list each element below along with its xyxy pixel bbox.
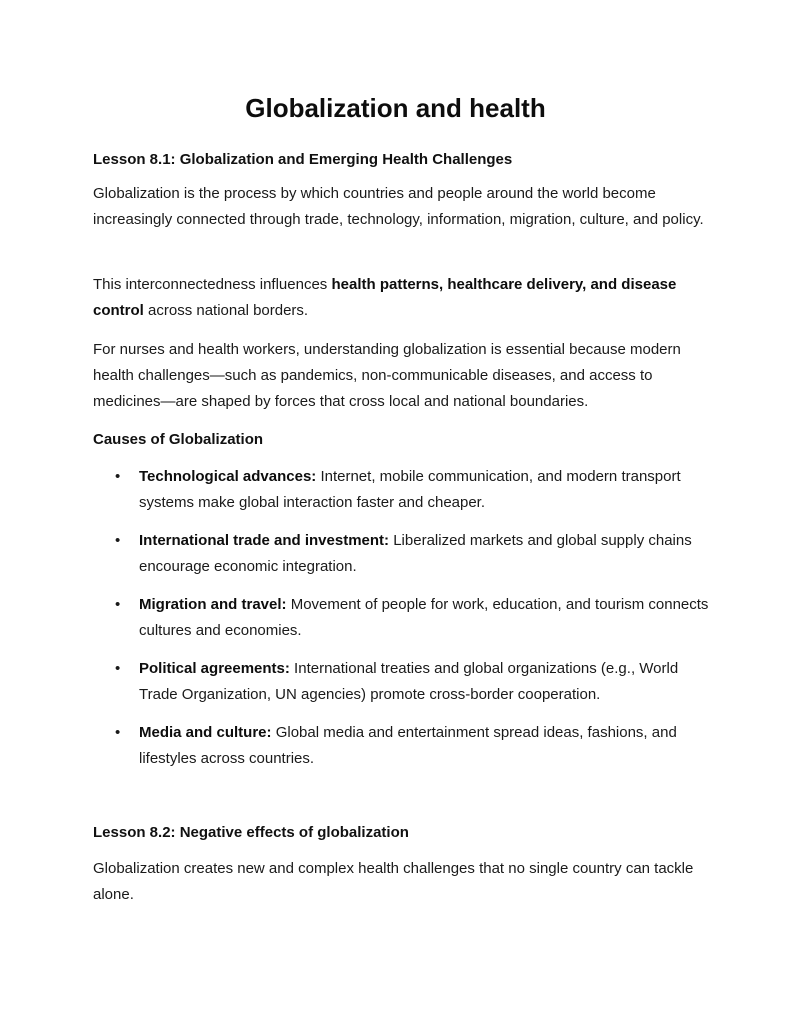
lesson-8-2-paragraph: Globalization creates new and complex health challenges that no single country can tackle alone. bbox=[93, 860, 694, 903]
bullet-icon: • bbox=[115, 660, 121, 677]
lesson-8-1-paragraph-definition: Globalization is the process by which countries and people around the world become increasingly connected through trade, technology, information, migration, culture, and policy. bbox=[93, 185, 704, 228]
cause-list-item bbox=[115, 592, 715, 644]
lesson-8-2-heading: Lesson 8.2: Negative effects of globalization bbox=[93, 824, 409, 841]
cause-list-item bbox=[115, 528, 715, 580]
paragraph-text: across national borders. bbox=[143, 302, 309, 319]
document-title: Globalization and health bbox=[245, 93, 546, 123]
cause-description: Movement of people for work, education, and tourism connects cultures and economies. bbox=[139, 596, 709, 639]
lesson-8-1-paragraph-interconnectedness bbox=[93, 272, 713, 324]
cause-description: Liberalized markets and global supply chains encourage economic integration. bbox=[139, 532, 692, 575]
paragraph-emphasis: health patterns, healthcare delivery, and disease control bbox=[93, 276, 677, 319]
cause-text bbox=[139, 464, 715, 516]
causes-heading: Causes of Globalization bbox=[93, 431, 264, 448]
cause-list-item bbox=[115, 656, 715, 708]
cause-term: Technological advances: bbox=[139, 468, 317, 485]
cause-text bbox=[139, 720, 715, 772]
cause-text bbox=[139, 528, 715, 580]
paragraph-text: This interconnectedness influences bbox=[93, 276, 332, 293]
lesson-8-1-paragraph-nurses: For nurses and health workers, understanding globalization is essential because modern health challenges—such as pandemics, non-communicable diseases, and access to medicines—are shaped by forces that cross local and national boundaries. bbox=[93, 341, 681, 410]
cause-list-item bbox=[115, 464, 715, 516]
cause-term: International trade and investment: bbox=[139, 532, 390, 549]
bullet-icon: • bbox=[115, 596, 121, 613]
cause-description: Global media and entertainment spread ideas, fashions, and lifestyles across countries. bbox=[139, 724, 677, 767]
cause-term: Media and culture: bbox=[139, 724, 272, 741]
bullet-icon: • bbox=[115, 532, 121, 549]
cause-list-item bbox=[115, 720, 715, 772]
cause-description: Internet, mobile communication, and modern transport systems make global interaction faster and cheaper. bbox=[139, 468, 681, 511]
cause-text bbox=[139, 592, 715, 644]
cause-description: International treaties and global organizations (e.g., World Trade Organization, UN agencies) promote cross-border cooperation. bbox=[139, 660, 679, 703]
bullet-icon: • bbox=[115, 724, 121, 741]
cause-term: Political agreements: bbox=[139, 660, 290, 677]
cause-text bbox=[139, 656, 715, 708]
lesson-8-1-heading: Lesson 8.1: Globalization and Emerging Health Challenges bbox=[93, 151, 513, 168]
bullet-icon: • bbox=[115, 468, 121, 485]
cause-term: Migration and travel: bbox=[139, 596, 287, 613]
